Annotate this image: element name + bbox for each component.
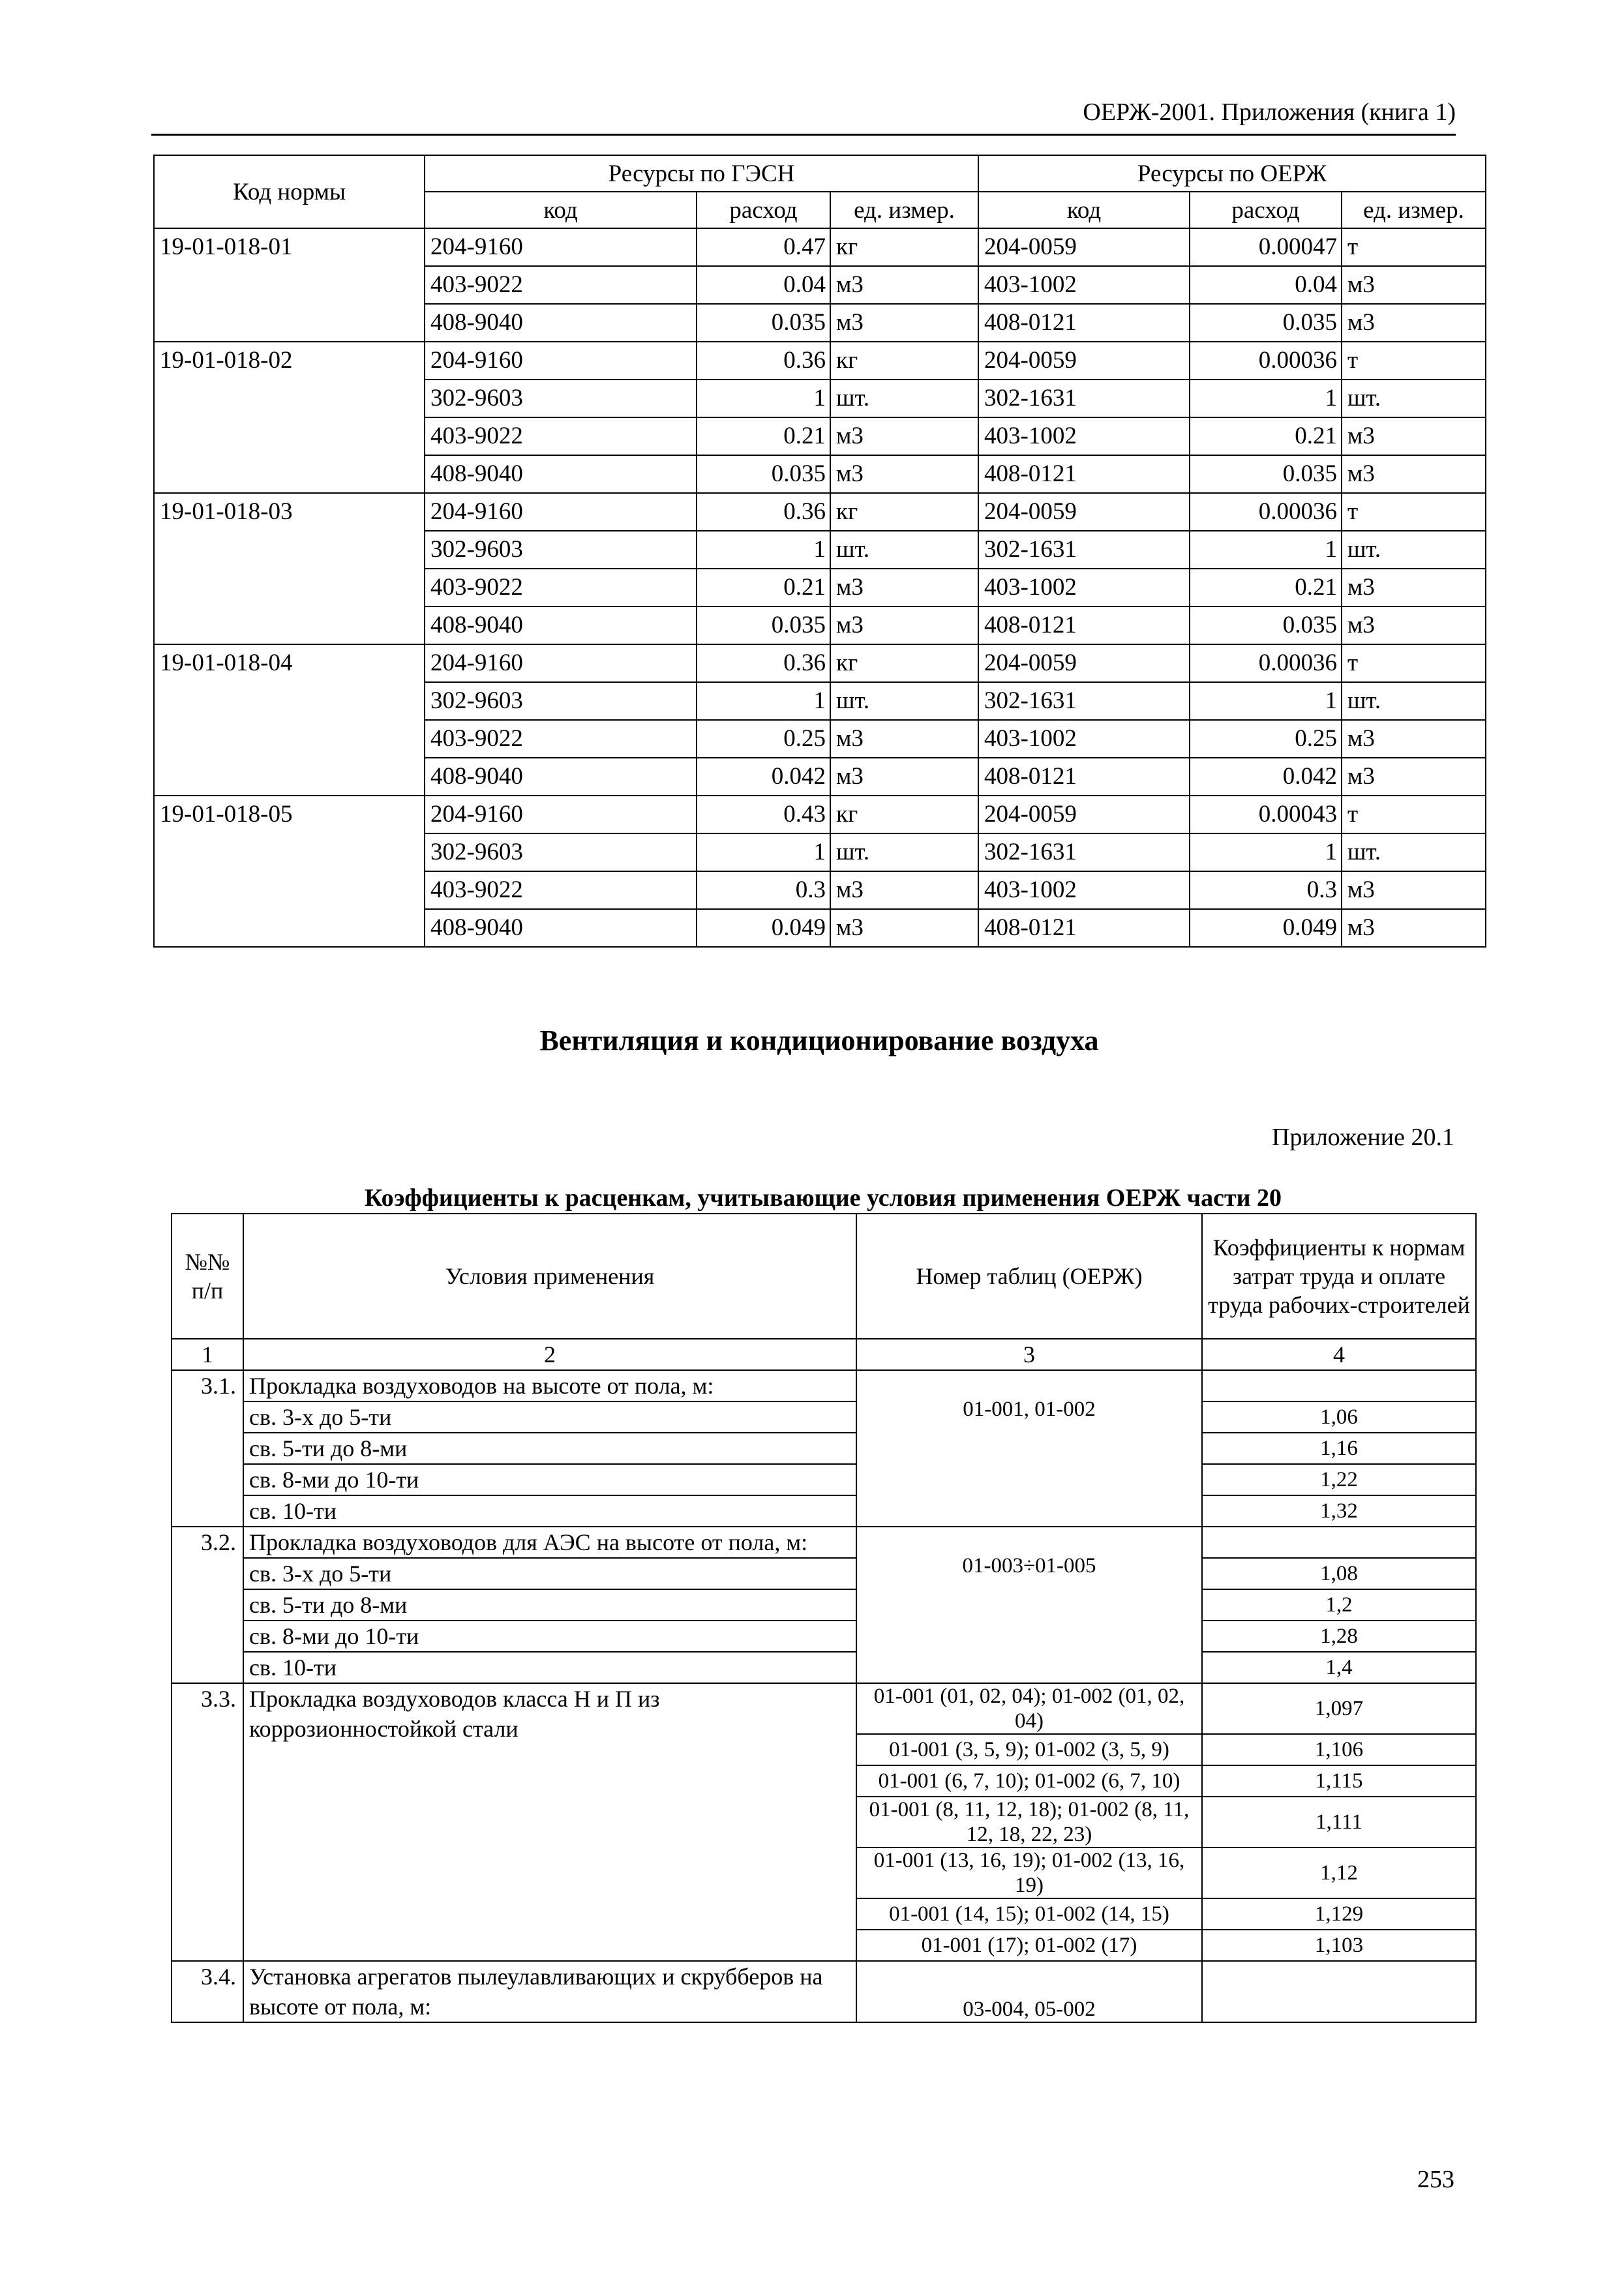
header-coefficients: Коэффициенты к нормам затрат труда и оплате труда рабочих-строителей [1202,1214,1476,1339]
oerzh-code: 403-1002 [978,720,1190,758]
oerzh-rate: 0.00036 [1190,493,1342,531]
oerzh-rate: 0.042 [1190,758,1342,796]
gesn-code: 204-9160 [425,796,697,833]
oerzh-unit: шт. [1342,833,1486,871]
gesn-unit: кг [830,342,978,380]
oerzh-rate: 0.3 [1190,871,1342,909]
subheader-unit: ед. измер. [830,192,978,228]
coefficient-value: 1,32 [1202,1495,1476,1527]
oerzh-code: 302-1631 [978,380,1190,417]
oerzh-code: 302-1631 [978,682,1190,720]
table-caption: Коэффициенты к расценкам, учитывающие условия применения ОЕРЖ части 20 [364,1184,1282,1212]
subheader-unit: ед. измер. [1342,192,1486,228]
oerzh-code: 302-1631 [978,833,1190,871]
gesn-unit: шт. [830,833,978,871]
coefficients-table [171,1213,1477,2023]
oerzh-rate: 0.00036 [1190,644,1342,682]
header-rule [151,134,1456,136]
gesn-unit: м3 [830,758,978,796]
table-refs: 01-001 (6, 7, 10); 01-002 (6, 7, 10) [856,1765,1202,1797]
oerzh-code: 204-0059 [978,342,1190,380]
gesn-rate: 0.035 [697,455,830,493]
gesn-code: 302-9603 [425,833,697,871]
oerzh-rate: 0.00043 [1190,796,1342,833]
oerzh-unit: шт. [1342,380,1486,417]
oerzh-rate: 0.04 [1190,266,1342,304]
table-refs: 01-001 (14, 15); 01-002 (14, 15) [856,1898,1202,1930]
gesn-rate: 1 [697,682,830,720]
gesn-code: 408-9040 [425,909,697,947]
section-title: Вентиляция и кондиционирование воздуха [539,1025,1099,1056]
col-number: 2 [243,1339,856,1370]
oerzh-code: 204-0059 [978,228,1190,266]
table-row [154,342,1486,380]
header-oerzh: Ресурсы по ОЕРЖ [978,155,1486,192]
oerzh-code: 408-0121 [978,758,1190,796]
col-number: 3 [856,1339,1202,1370]
coefficient-value: 1,129 [1202,1898,1476,1930]
gesn-unit: м3 [830,871,978,909]
oerzh-unit: т [1342,796,1486,833]
condition-item: св. 10-ти [243,1495,856,1527]
oerzh-rate: 0.21 [1190,569,1342,606]
oerzh-unit: т [1342,342,1486,380]
oerzh-unit: шт. [1342,531,1486,569]
gesn-unit: м3 [830,720,978,758]
gesn-code: 403-9022 [425,871,697,909]
oerzh-code: 403-1002 [978,871,1190,909]
gesn-rate: 0.042 [697,758,830,796]
coefficient-value: 1,08 [1202,1558,1476,1589]
oerzh-code: 403-1002 [978,569,1190,606]
oerzh-unit: т [1342,493,1486,531]
coefficient-empty [1202,1527,1476,1558]
oerzh-code: 403-1002 [978,417,1190,455]
oerzh-unit: м3 [1342,720,1486,758]
oerzh-unit: м3 [1342,569,1486,606]
coefficient-value: 1,106 [1202,1734,1476,1765]
gesn-rate: 0.47 [697,228,830,266]
col-number: 1 [172,1339,243,1370]
norm-code: 19-01-018-02 [154,342,425,493]
gesn-code: 403-9022 [425,417,697,455]
gesn-unit: шт. [830,682,978,720]
header-code-norm: Код нормы [154,155,425,228]
oerzh-code: 408-0121 [978,455,1190,493]
header-table-number: Номер таблиц (ОЕРЖ) [856,1214,1202,1339]
header-num: №№ п/п [172,1214,243,1339]
gesn-unit: м3 [830,909,978,947]
table-refs: 01-001 (13, 16, 19); 01-002 (13, 16, 19) [856,1848,1202,1898]
gesn-unit: кг [830,493,978,531]
coefficient-value: 1,4 [1202,1652,1476,1683]
oerzh-code: 204-0059 [978,644,1190,682]
gesn-code: 408-9040 [425,304,697,342]
coefficient-empty [1202,1370,1476,1401]
header-conditions: Условия применения [243,1214,856,1339]
condition-title: Прокладка воздуховодов класса Н и П из коррозионностойкой стали [243,1683,856,1961]
gesn-rate: 0.43 [697,796,830,833]
gesn-code: 403-9022 [425,569,697,606]
coefficient-value: 1,06 [1202,1401,1476,1433]
coefficient-value: 1,28 [1202,1621,1476,1652]
gesn-rate: 0.3 [697,871,830,909]
norm-code: 19-01-018-01 [154,228,425,342]
oerzh-rate: 0.035 [1190,304,1342,342]
oerzh-code: 408-0121 [978,304,1190,342]
condition-item: св. 5-ти до 8-ми [243,1433,856,1464]
oerzh-rate: 1 [1190,833,1342,871]
condition-item: св. 8-ми до 10-ти [243,1621,856,1652]
condition-title: Прокладка воздуховодов для АЭС на высоте от пола, м: [243,1527,856,1558]
coefficient-value: 1,22 [1202,1464,1476,1495]
oerzh-code: 408-0121 [978,909,1190,947]
gesn-code: 302-9603 [425,380,697,417]
gesn-rate: 1 [697,833,830,871]
table-row [154,644,1486,682]
oerzh-rate: 0.00036 [1190,342,1342,380]
oerzh-unit: т [1342,644,1486,682]
norm-code: 19-01-018-04 [154,644,425,796]
gesn-rate: 0.21 [697,417,830,455]
subheader-rate: расход [697,192,830,228]
table-refs: 01-001 (17); 01-002 (17) [856,1930,1202,1961]
table-row [154,493,1486,531]
gesn-code: 408-9040 [425,606,697,644]
oerzh-unit: м3 [1342,304,1486,342]
oerzh-rate: 0.035 [1190,455,1342,493]
gesn-rate: 0.25 [697,720,830,758]
gesn-rate: 0.04 [697,266,830,304]
table-refs: 01-001 (01, 02, 04); 01-002 (01, 02, 04) [856,1683,1202,1734]
oerzh-code: 403-1002 [978,266,1190,304]
oerzh-rate: 0.049 [1190,909,1342,947]
condition-item: св. 10-ти [243,1652,856,1683]
oerzh-unit: шт. [1342,682,1486,720]
table-row [154,796,1486,833]
gesn-rate: 1 [697,380,830,417]
oerzh-rate: 0.00047 [1190,228,1342,266]
condition-title: Установка агрегатов пылеулавливающих и скрубберов на высоте от пола, м: [243,1961,856,2022]
resources-table [153,155,1486,948]
coefficient-value: 1,103 [1202,1930,1476,1961]
gesn-code: 408-9040 [425,758,697,796]
coefficient-value: 1,097 [1202,1683,1476,1734]
gesn-unit: шт. [830,531,978,569]
coefficient-value: 1,115 [1202,1765,1476,1797]
condition-item: св. 5-ти до 8-ми [243,1589,856,1621]
gesn-rate: 0.035 [697,606,830,644]
oerzh-rate: 0.035 [1190,606,1342,644]
gesn-unit: м3 [830,417,978,455]
table-refs: 01-001, 01-002 [856,1370,1202,1527]
gesn-unit: кг [830,228,978,266]
oerzh-code: 408-0121 [978,606,1190,644]
gesn-unit: шт. [830,380,978,417]
oerzh-rate: 0.21 [1190,417,1342,455]
subheader-code: код [978,192,1190,228]
oerzh-unit: т [1342,228,1486,266]
oerzh-code: 204-0059 [978,493,1190,531]
condition-item: св. 3-х до 5-ти [243,1401,856,1433]
subheader-code: код [425,192,697,228]
gesn-code: 403-9022 [425,266,697,304]
coefficient-value: 1,12 [1202,1848,1476,1898]
gesn-unit: м3 [830,455,978,493]
gesn-rate: 0.049 [697,909,830,947]
norm-code: 19-01-018-05 [154,796,425,947]
oerzh-unit: м3 [1342,606,1486,644]
gesn-code: 302-9603 [425,531,697,569]
gesn-unit: м3 [830,304,978,342]
gesn-rate: 0.035 [697,304,830,342]
oerzh-unit: м3 [1342,871,1486,909]
gesn-rate: 0.36 [697,342,830,380]
row-number: 3.3. [172,1683,243,1961]
gesn-rate: 0.36 [697,644,830,682]
coefficient-value: 1,2 [1202,1589,1476,1621]
gesn-code: 302-9603 [425,682,697,720]
header-gesn: Ресурсы по ГЭСН [425,155,978,192]
gesn-unit: м3 [830,569,978,606]
condition-item: св. 8-ми до 10-ти [243,1464,856,1495]
gesn-code: 204-9160 [425,493,697,531]
row-number: 3.2. [172,1527,243,1683]
gesn-code: 408-9040 [425,455,697,493]
table-refs: 01-001 (8, 11, 12, 18); 01-002 (8, 11, 12, 18, 22, 23) [856,1797,1202,1848]
coefficient-empty [1202,1961,1476,2022]
gesn-unit: кг [830,644,978,682]
norm-code: 19-01-018-03 [154,493,425,644]
condition-item: св. 3-х до 5-ти [243,1558,856,1589]
appendix-label: Приложение 20.1 [1272,1124,1454,1151]
oerzh-unit: м3 [1342,455,1486,493]
oerzh-unit: м3 [1342,758,1486,796]
subheader-rate: расход [1190,192,1342,228]
oerzh-rate: 1 [1190,380,1342,417]
table-refs: 03-004, 05-002 [856,1961,1202,2022]
table-row [154,228,1486,266]
table-refs: 01-001 (3, 5, 9); 01-002 (3, 5, 9) [856,1734,1202,1765]
oerzh-unit: м3 [1342,266,1486,304]
gesn-unit: м3 [830,606,978,644]
oerzh-code: 204-0059 [978,796,1190,833]
gesn-code: 403-9022 [425,720,697,758]
gesn-unit: м3 [830,266,978,304]
oerzh-unit: м3 [1342,909,1486,947]
row-number: 3.1. [172,1370,243,1527]
running-header: ОЕРЖ-2001. Приложения (книга 1) [1083,98,1456,126]
gesn-rate: 0.36 [697,493,830,531]
oerzh-code: 302-1631 [978,531,1190,569]
gesn-code: 204-9160 [425,644,697,682]
condition-title: Прокладка воздуховодов на высоте от пола, м: [243,1370,856,1401]
gesn-rate: 1 [697,531,830,569]
gesn-rate: 0.21 [697,569,830,606]
row-number: 3.4. [172,1961,243,2022]
gesn-code: 204-9160 [425,228,697,266]
page-number: 253 [1417,2166,1454,2193]
oerzh-rate: 0.25 [1190,720,1342,758]
oerzh-rate: 1 [1190,531,1342,569]
gesn-unit: кг [830,796,978,833]
oerzh-unit: м3 [1342,417,1486,455]
coefficient-value: 1,16 [1202,1433,1476,1464]
oerzh-rate: 1 [1190,682,1342,720]
gesn-code: 204-9160 [425,342,697,380]
coefficient-value: 1,111 [1202,1797,1476,1848]
col-number: 4 [1202,1339,1476,1370]
table-refs: 01-003÷01-005 [856,1527,1202,1683]
